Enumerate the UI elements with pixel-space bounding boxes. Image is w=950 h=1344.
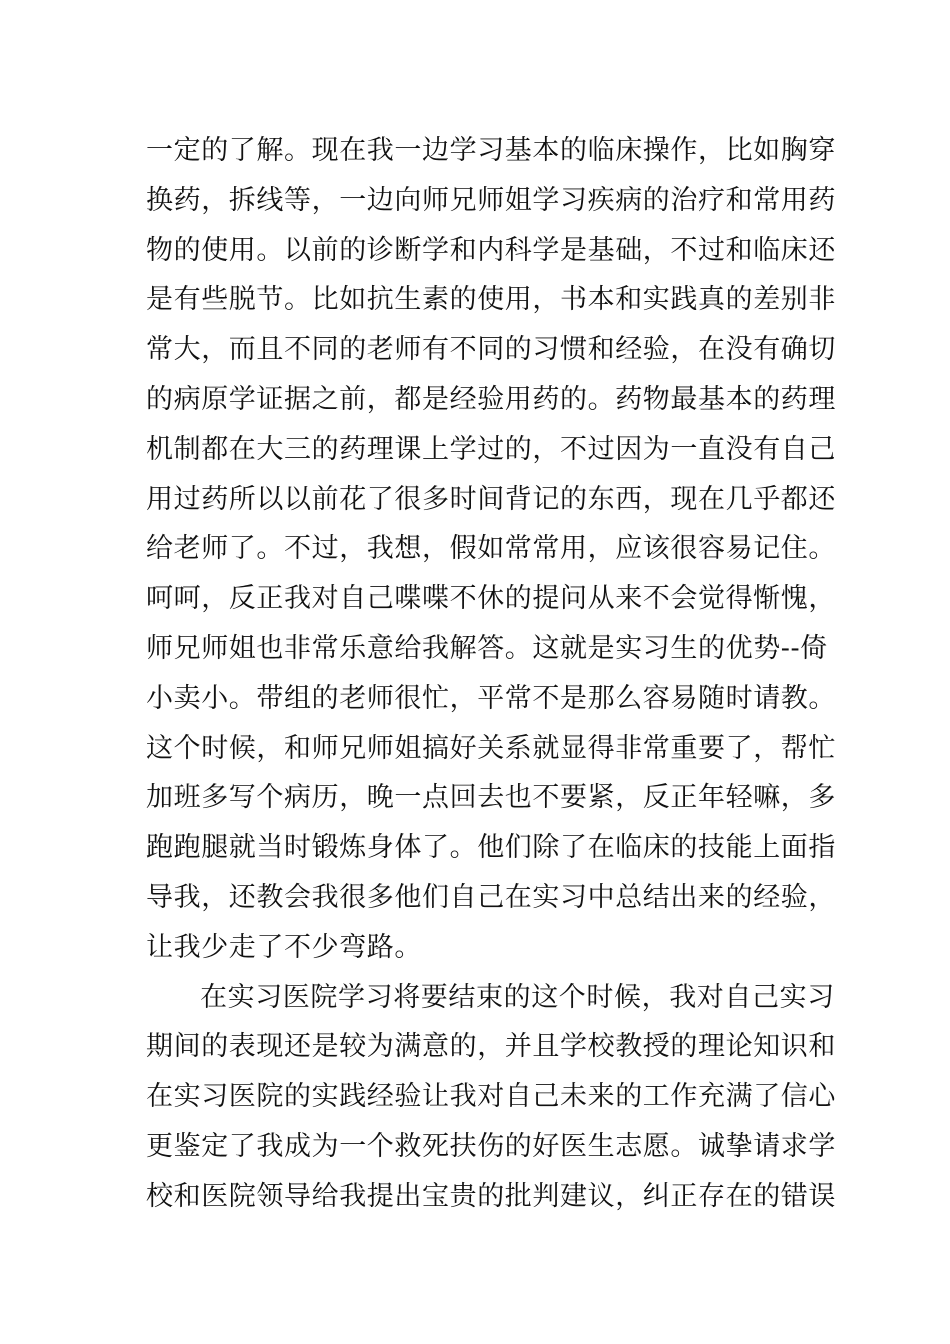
text-line: 小卖小。带组的老师很忙，平常不是那么容易随时请教。 xyxy=(146,682,836,714)
paragraph-continued xyxy=(146,126,836,973)
document-body xyxy=(146,126,836,1222)
text-line: 是有些脱节。比如抗生素的使用，书本和实践真的差别非 xyxy=(146,284,836,316)
text-line: 跑跑腿就当时锻炼身体了。他们除了在临床的技能上面指 xyxy=(146,832,836,864)
text-line: 加班多写个病历，晚一点回去也不要紧，反正年轻嘛，多 xyxy=(146,782,836,814)
text-line: 呵呵，反正我对自己喋喋不休的提问从来不会觉得惭愧， xyxy=(146,583,836,615)
text-line: 物的使用。以前的诊断学和内科学是基础，不过和临床还 xyxy=(146,234,836,266)
text-line: 这个时候，和师兄师姐搞好关系就显得非常重要了，帮忙 xyxy=(146,732,836,764)
paragraph-conclusion xyxy=(146,973,836,1222)
text-line: 常大，而且不同的老师有不同的习惯和经验，在没有确切 xyxy=(146,334,836,366)
text-line: 给老师了。不过，我想，假如常常用，应该很容易记住。 xyxy=(146,533,836,565)
text-line: 期间的表现还是较为满意的，并且学校教授的理论知识和 xyxy=(146,1031,836,1063)
text-line: 导我，还教会我很多他们自己在实习中总结出来的经验， xyxy=(146,881,836,913)
text-line: 师兄师姐也非常乐意给我解答。这就是实习生的优势--倚 xyxy=(146,632,828,664)
text-line: 在实习医院的实践经验让我对自己未来的工作充满了信心 xyxy=(146,1081,836,1113)
text-line: 用过药所以以前花了很多时间背记的东西，现在几乎都还 xyxy=(146,483,836,515)
text-line: 更鉴定了我成为一个救死扶伤的好医生志愿。诚挚请求学 xyxy=(146,1130,836,1162)
text-line: 校和医院领导给我提出宝贵的批判建议，纠正存在的错误 xyxy=(146,1180,836,1212)
text-line: 机制都在大三的药理课上学过的，不过因为一直没有自己 xyxy=(146,433,836,465)
text-line: 的病原学证据之前，都是经验用药的。药物最基本的药理 xyxy=(146,383,836,415)
text-line: 换药，拆线等，一边向师兄师姐学习疾病的治疗和常用药 xyxy=(146,184,836,216)
text-line-indented: 在实习医院学习将要结束的这个时候，我对自己实习 xyxy=(200,981,835,1013)
text-line: 让我少走了不少弯路。 xyxy=(146,931,422,963)
text-line: 一定的了解。现在我一边学习基本的临床操作，比如胸穿 xyxy=(146,135,836,166)
